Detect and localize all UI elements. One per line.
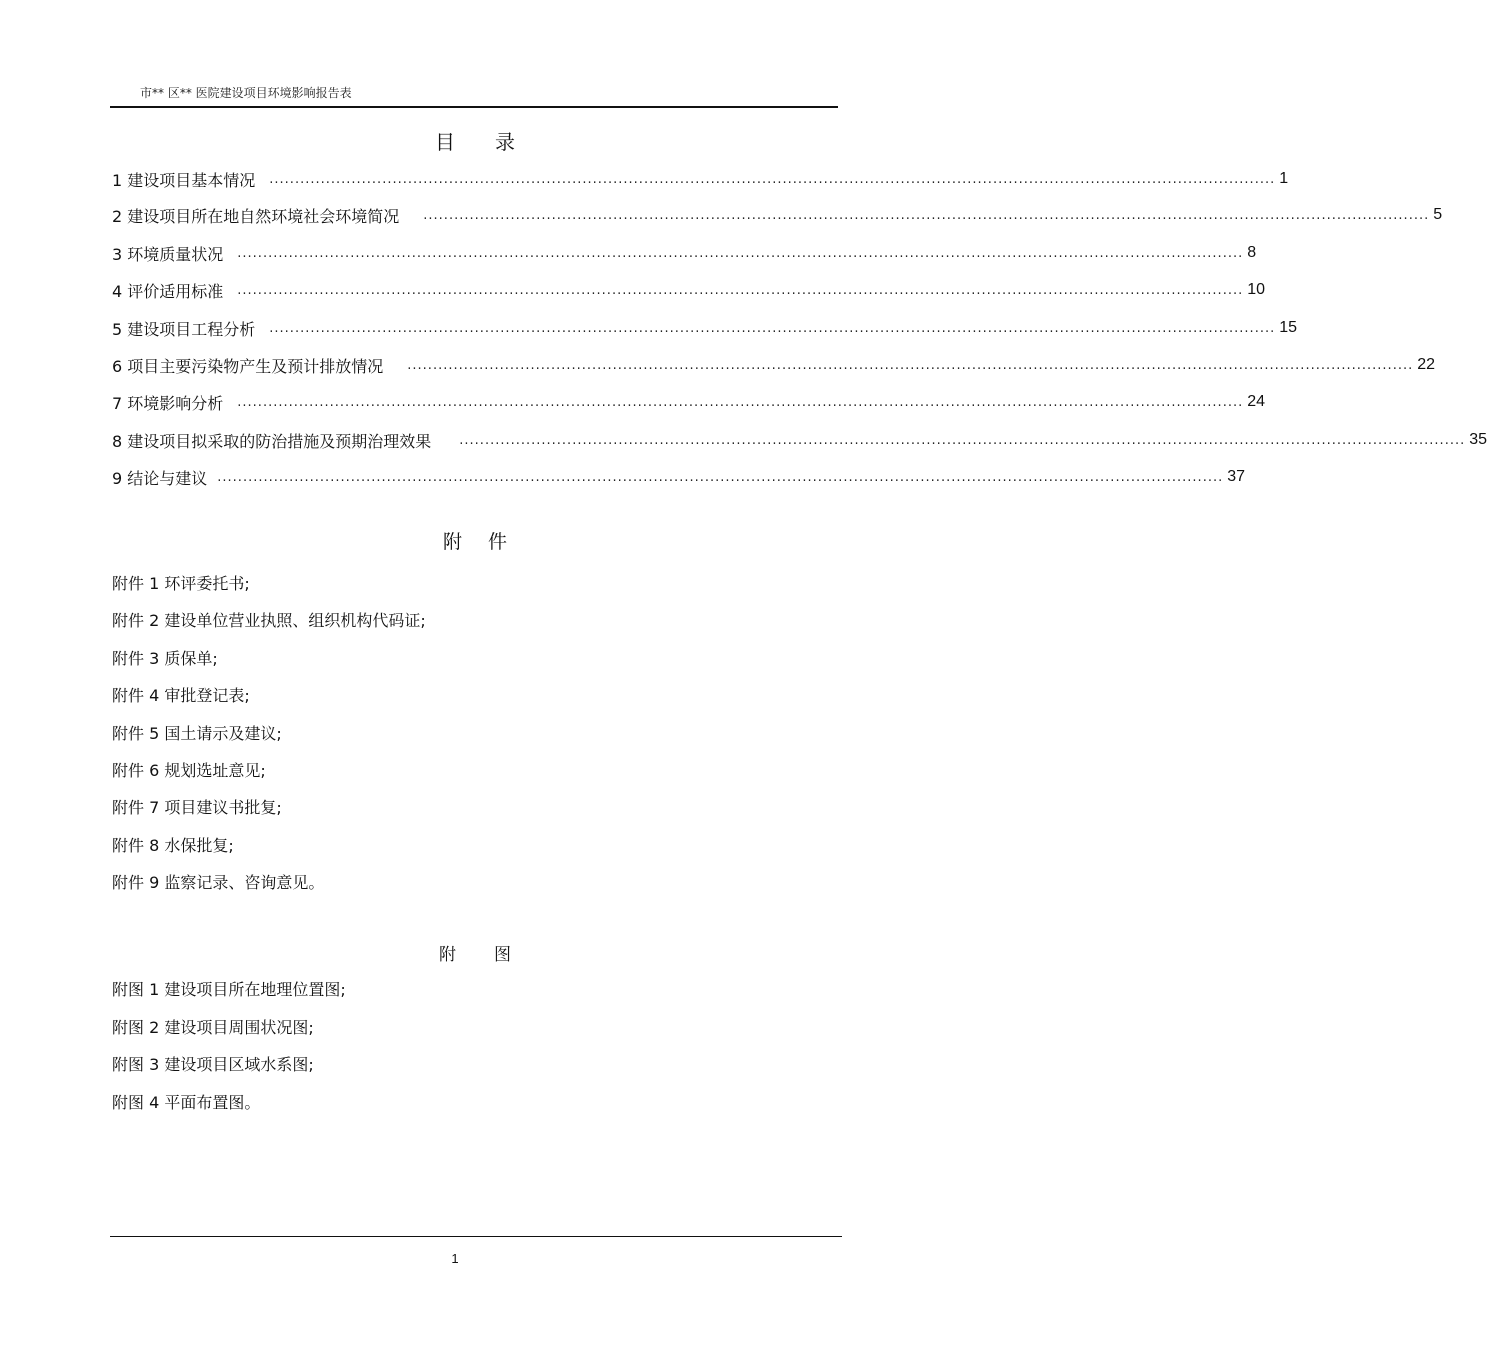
toc-leader-dots: .................................................................................................................................................................................................... <box>269 320 1276 336</box>
toc-entry-label: 3 环境质量状况 <box>112 244 224 264</box>
toc-entry[interactable] <box>112 353 1436 377</box>
toc-leader-dots: .................................................................................................................................................................................................... <box>237 245 1244 261</box>
attachment-item: 附件 5 国土请示及建议; <box>112 724 282 743</box>
toc-entry-label: 5 建设项目工程分析 <box>112 319 256 339</box>
toc-entry-page: 24 <box>1247 393 1266 410</box>
attachment-item: 附件 3 质保单; <box>112 649 218 668</box>
figure-item: 附图 4 平面布置图。 <box>112 1093 261 1112</box>
toc-entry-label: 1 建设项目基本情况 <box>112 170 256 190</box>
footer-rule <box>110 1236 842 1237</box>
toc-entry[interactable] <box>112 316 1298 340</box>
toc-entry[interactable] <box>112 167 1289 191</box>
attachment-item: 附件 2 建设单位营业执照、组织机构代码证; <box>112 611 426 630</box>
page-header: 市** 区** 医院建设项目环境影响报告表 <box>140 86 352 100</box>
figure-item: 附图 1 建设项目所在地理位置图; <box>112 980 346 999</box>
attachments-title: 附件 <box>442 531 533 553</box>
toc-entry-page: 22 <box>1417 356 1436 373</box>
toc-entry-page: 8 <box>1247 244 1257 261</box>
attachment-item: 附件 9 监察记录、咨询意见。 <box>112 873 325 892</box>
attachment-item: 附件 7 项目建议书批复; <box>112 798 282 817</box>
page-number: 1 <box>451 1251 459 1266</box>
toc-leader-dots: .................................................................................................................................................................................................... <box>237 282 1244 298</box>
attachment-item: 附件 8 水保批复; <box>112 836 234 855</box>
attachment-item: 附件 1 环评委托书; <box>112 574 250 593</box>
toc-entry-page: 5 <box>1433 206 1443 223</box>
figure-item: 附图 3 建设项目区域水系图; <box>112 1055 314 1074</box>
toc-entry-label: 6 项目主要污染物产生及预计排放情况 <box>112 356 384 376</box>
toc-entry[interactable] <box>112 390 1266 414</box>
toc-leader-dots: .................................................................................................................................................................................................... <box>459 432 1466 448</box>
toc-leader-dots: .................................................................................................................................................................................................... <box>217 469 1224 485</box>
toc-entry-label: 9 结论与建议 <box>112 468 208 488</box>
figure-item: 附图 2 建设项目周围状况图; <box>112 1018 314 1037</box>
toc-leader-dots: .................................................................................................................................................................................................... <box>269 171 1276 187</box>
toc-entry[interactable] <box>112 278 1266 302</box>
toc-entry-label: 7 环境影响分析 <box>112 393 224 413</box>
toc-entry[interactable] <box>112 241 1257 265</box>
toc-entry-page: 10 <box>1247 281 1266 298</box>
toc-entry[interactable] <box>112 428 1487 452</box>
toc-leader-dots: .................................................................................................................................................................................................... <box>423 207 1430 223</box>
toc-title: 目录 <box>435 130 555 154</box>
toc-leader-dots: .................................................................................................................................................................................................... <box>237 394 1244 410</box>
attachment-item: 附件 4 审批登记表; <box>112 686 250 705</box>
toc-leader-dots: .................................................................................................................................................................................................... <box>407 357 1414 373</box>
figures-title: 附图 <box>439 945 549 965</box>
toc-entry-page: 35 <box>1469 431 1487 448</box>
toc-entry-label: 2 建设项目所在地自然环境社会环境简况 <box>112 206 400 226</box>
attachment-item: 附件 6 规划选址意见; <box>112 761 266 780</box>
toc-entry-page: 37 <box>1227 468 1246 485</box>
toc-entry-label: 4 评价适用标准 <box>112 281 224 301</box>
toc-entry-page: 15 <box>1279 319 1298 336</box>
toc-entry-page: 1 <box>1279 170 1289 187</box>
toc-entry[interactable] <box>112 465 1246 489</box>
toc-entry[interactable] <box>112 203 1443 227</box>
toc-entry-label: 8 建设项目拟采取的防治措施及预期治理效果 <box>112 431 432 451</box>
header-rule <box>110 106 838 108</box>
